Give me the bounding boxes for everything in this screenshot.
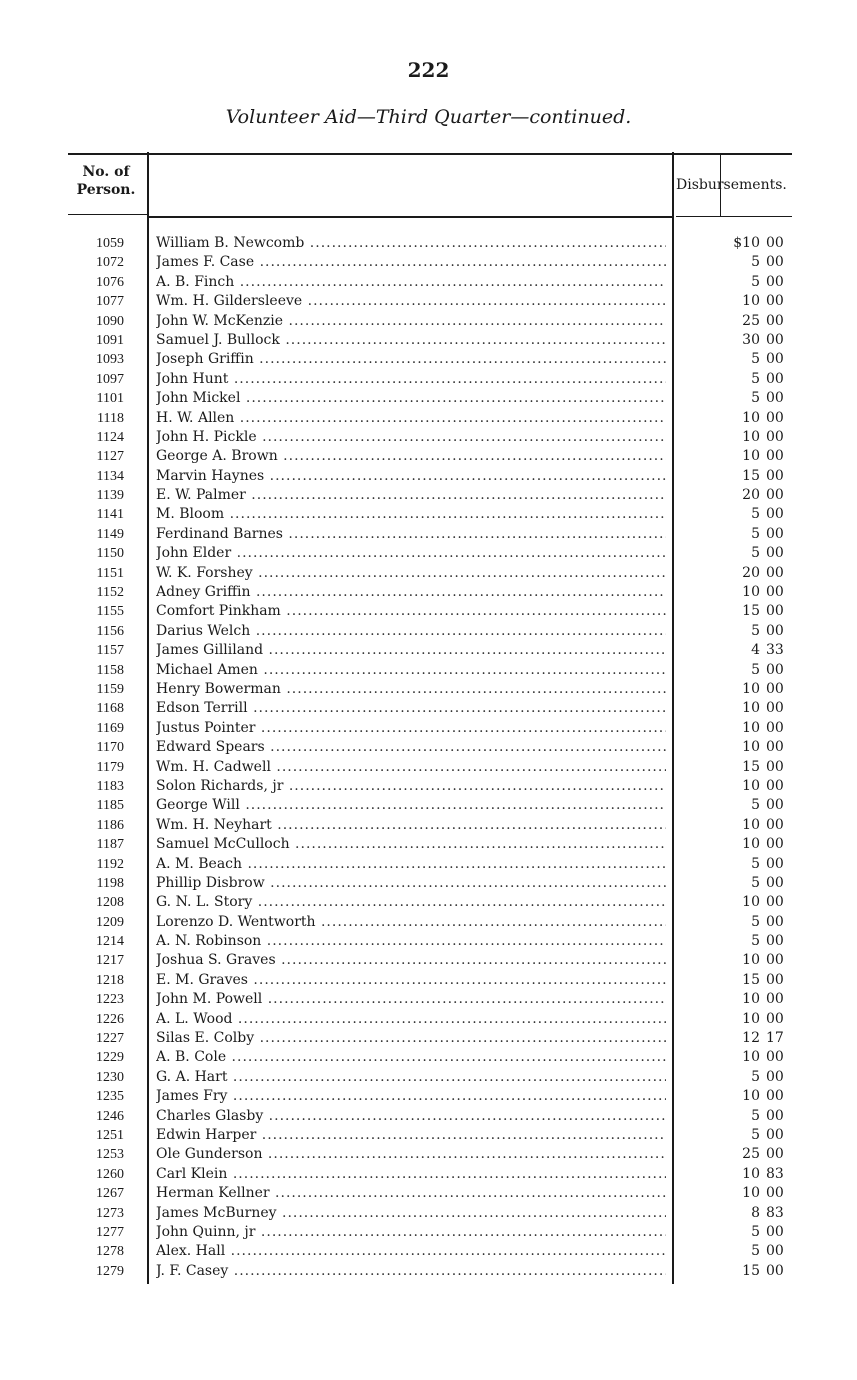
disbursement-dollars: 5	[751, 370, 760, 387]
person-number: 1278	[96, 1244, 124, 1260]
person-name: G. A. Hart .....	[156, 1068, 666, 1087]
person-name: G. N. L. Story .....	[156, 893, 666, 912]
table-row	[0, 544, 857, 563]
person-number: 1187	[96, 837, 124, 853]
person-number: 1118	[97, 410, 124, 426]
disbursement-cents: 00	[766, 1126, 784, 1143]
person-number: 1214	[96, 934, 124, 950]
disbursement-cents: 00	[766, 758, 784, 775]
person-name: Lorenzo D. Wentworth .....	[156, 913, 666, 932]
table-row	[0, 1068, 857, 1087]
disbursement-cents: 00	[766, 991, 784, 1008]
disbursement-dollars: 10	[742, 777, 760, 794]
table-row	[0, 641, 857, 660]
table-row	[0, 622, 857, 641]
table-row	[0, 816, 857, 835]
disbursement-dollars: 15	[742, 467, 760, 484]
disbursement-cents: 00	[766, 1068, 784, 1085]
page-title: Volunteer Aid—Third Quarter—continued.	[225, 106, 632, 128]
person-number: 1152	[96, 585, 124, 601]
table-row	[0, 428, 857, 447]
person-name: A. B. Finch .....	[156, 273, 666, 292]
disbursement-cents: 00	[766, 312, 784, 329]
person-name: Alex. Hall .....	[156, 1242, 666, 1261]
table-row	[0, 1223, 857, 1242]
table-row	[0, 292, 857, 311]
person-number: 1273	[96, 1205, 124, 1221]
person-name: Ole Gunderson .....	[156, 1145, 666, 1164]
table-row	[0, 234, 857, 253]
table-row	[0, 331, 857, 350]
table-row	[0, 253, 857, 272]
person-number: 1198	[96, 875, 124, 891]
person-name: Darius Welch .....	[156, 622, 666, 641]
disbursement-cents: 00	[766, 409, 784, 426]
person-number: 1279	[96, 1263, 124, 1279]
disbursement-dollars: 10	[742, 991, 760, 1008]
table-row	[0, 447, 857, 466]
person-name: Adney Griffin .....	[156, 583, 666, 602]
table-row	[0, 719, 857, 738]
disbursement-cents: 00	[766, 622, 784, 639]
table-row	[0, 913, 857, 932]
person-number: 1134	[96, 468, 124, 484]
header-bottom-rule-left	[68, 214, 148, 215]
disbursement-dollars: 20	[742, 564, 760, 581]
disbursement-dollars: 5	[751, 273, 760, 290]
table-row	[0, 1204, 857, 1223]
person-number: 1101	[96, 391, 124, 407]
person-name: Edson Terrill .....	[156, 699, 666, 718]
disbursement-cents: 17	[766, 1030, 784, 1047]
person-name: John Mickel .....	[156, 389, 666, 408]
disbursement-dollars: 5	[751, 1126, 760, 1143]
table-row	[0, 312, 857, 331]
disbursement-dollars: 10	[742, 1165, 760, 1182]
disbursement-dollars: 5	[751, 1223, 760, 1240]
table-row	[0, 1126, 857, 1145]
disbursement-cents: 00	[766, 293, 784, 310]
person-name: M. Bloom .....	[156, 505, 666, 524]
person-number: 1141	[96, 507, 124, 523]
person-number: 1251	[96, 1127, 124, 1143]
disbursement-dollars: 5	[751, 622, 760, 639]
table-row	[0, 1029, 857, 1048]
person-number: 1185	[96, 798, 124, 814]
disbursement-dollars: 5	[751, 933, 760, 950]
person-name: James McBurney .....	[156, 1204, 666, 1223]
person-number: 1229	[96, 1050, 124, 1066]
person-number: 1208	[96, 895, 124, 911]
disbursement-dollars: $10	[733, 235, 760, 251]
person-name: George Will .....	[156, 796, 666, 815]
table-row	[0, 699, 857, 718]
disbursement-dollars: 30	[742, 331, 760, 348]
disbursement-cents: 00	[766, 719, 784, 736]
table-row	[0, 758, 857, 777]
person-name: Wm. H. Gildersleeve .....	[156, 292, 666, 311]
person-number: 1059	[96, 236, 124, 251]
person-number: 1090	[96, 313, 124, 329]
disbursement-dollars: 10	[742, 1088, 760, 1105]
disbursement-dollars: 10	[742, 428, 760, 445]
disbursement-dollars: 5	[751, 525, 760, 542]
person-number: 1156	[96, 623, 124, 639]
disbursement-cents: 00	[766, 273, 784, 290]
table-row	[0, 990, 857, 1009]
person-name: A. B. Cole .....	[156, 1048, 666, 1067]
person-number: 1260	[96, 1166, 124, 1182]
table-row	[0, 796, 857, 815]
person-number: 1139	[96, 488, 124, 504]
disbursement-dollars: 25	[742, 1146, 760, 1163]
disbursement-cents: 00	[766, 1010, 784, 1027]
disbursement-cents: 00	[766, 525, 784, 542]
disbursement-cents: 00	[766, 1049, 784, 1066]
table-row	[0, 564, 857, 583]
person-name: A. L. Wood .....	[156, 1010, 666, 1029]
header-bottom-rule-right	[676, 216, 792, 217]
disbursement-cents: 00	[766, 1223, 784, 1240]
disbursement-dollars: 5	[751, 797, 760, 814]
person-name: Wm. H. Neyhart .....	[156, 816, 666, 835]
page-number: 222	[407, 58, 450, 82]
disbursement-dollars: 5	[751, 390, 760, 407]
disbursement-cents: 00	[766, 603, 784, 620]
disbursement-cents: 00	[766, 428, 784, 445]
person-number: 1072	[96, 255, 124, 271]
person-number: 1226	[96, 1011, 124, 1027]
person-name: E. M. Graves .....	[156, 971, 666, 990]
disbursement-dollars: 8	[751, 1204, 760, 1221]
disbursement-cents: 00	[766, 564, 784, 581]
person-name: H. W. Allen .....	[156, 409, 666, 428]
person-name: Justus Pointer .....	[156, 719, 666, 738]
disbursement-dollars: 5	[751, 913, 760, 930]
disbursement-cents: 83	[766, 1165, 784, 1182]
disbursement-cents: 00	[766, 351, 784, 368]
disbursement-cents: 00	[766, 331, 784, 348]
disbursement-cents: 00	[766, 836, 784, 853]
disbursement-dollars: 10	[742, 894, 760, 911]
table-row	[0, 1165, 857, 1184]
person-name: Ferdinand Barnes .....	[156, 525, 666, 544]
person-number: 1150	[96, 546, 124, 562]
person-number: 1170	[96, 740, 124, 756]
disbursement-cents: 00	[766, 1262, 784, 1279]
person-name: George A. Brown .....	[156, 447, 666, 466]
disbursement-dollars: 10	[742, 952, 760, 969]
table-row	[0, 777, 857, 796]
disbursement-dollars: 15	[742, 971, 760, 988]
person-number: 1246	[96, 1108, 124, 1124]
person-name: James F. Case .....	[156, 253, 666, 272]
table-row	[0, 1107, 857, 1126]
person-name: W. K. Forshey .....	[156, 564, 666, 583]
person-number: 1235	[96, 1089, 124, 1105]
person-number: 1097	[96, 371, 124, 387]
disbursement-dollars: 10	[742, 1010, 760, 1027]
table-row	[0, 370, 857, 389]
person-number: 1218	[96, 972, 124, 988]
disbursement-cents: 00	[766, 370, 784, 387]
table-body	[0, 234, 857, 1281]
disbursement-dollars: 5	[751, 855, 760, 872]
person-name: James Fry .....	[156, 1087, 666, 1106]
disbursement-dollars: 12	[742, 1030, 760, 1047]
table-row	[0, 602, 857, 621]
person-number: 1155	[96, 604, 124, 620]
person-name: Edwin Harper .....	[156, 1126, 666, 1145]
disbursement-cents: 00	[766, 1146, 784, 1163]
person-name: Wm. H. Cadwell .....	[156, 758, 666, 777]
person-name: Joshua S. Graves .....	[156, 951, 666, 970]
person-number: 1217	[96, 953, 124, 969]
disbursement-cents: 00	[766, 661, 784, 678]
disbursement-dollars: 10	[742, 293, 760, 310]
person-number: 1151	[96, 565, 124, 581]
table-row	[0, 486, 857, 505]
disbursement-dollars: 10	[742, 584, 760, 601]
person-number: 1077	[96, 294, 124, 310]
table-row	[0, 835, 857, 854]
disbursement-dollars: 5	[751, 874, 760, 891]
table-row	[0, 874, 857, 893]
disbursement-cents: 00	[766, 739, 784, 756]
disbursement-dollars: 10	[742, 700, 760, 717]
table-row	[0, 1145, 857, 1164]
header-no-line2: Person.	[76, 182, 136, 198]
person-name: Samuel J. Bullock .....	[156, 331, 666, 350]
person-number: 1169	[96, 720, 124, 736]
table-row	[0, 680, 857, 699]
disbursement-cents: 00	[766, 933, 784, 950]
table-row	[0, 1010, 857, 1029]
person-number: 1183	[96, 778, 124, 794]
disbursement-cents: 00	[766, 680, 784, 697]
disbursement-cents: 00	[766, 584, 784, 601]
person-number: 1168	[96, 701, 124, 717]
table-row	[0, 389, 857, 408]
person-name: William B. Newcomb .....	[156, 234, 666, 253]
table-row	[0, 1262, 857, 1281]
person-number: 1149	[96, 526, 124, 542]
disbursement-cents: 00	[766, 700, 784, 717]
table-row	[0, 467, 857, 486]
disbursement-cents: 00	[766, 235, 784, 251]
disbursement-dollars: 10	[742, 1185, 760, 1202]
disbursement-cents: 00	[766, 467, 784, 484]
person-name: John Quinn, jr .....	[156, 1223, 666, 1242]
person-number: 1076	[96, 274, 124, 290]
person-name: Marvin Haynes .....	[156, 467, 666, 486]
person-name: Carl Klein .....	[156, 1165, 666, 1184]
person-number: 1159	[96, 681, 124, 697]
person-number: 1158	[96, 662, 124, 678]
person-name: John H. Pickle .....	[156, 428, 666, 447]
table-row	[0, 951, 857, 970]
table-row	[0, 583, 857, 602]
disbursement-cents: 00	[766, 874, 784, 891]
person-number: 1186	[96, 817, 124, 833]
person-name: Silas E. Colby .....	[156, 1029, 666, 1048]
disbursement-dollars: 5	[751, 351, 760, 368]
table-row	[0, 661, 857, 680]
disbursement-dollars: 25	[742, 312, 760, 329]
person-number: 1277	[96, 1224, 124, 1240]
person-number: 1227	[96, 1031, 124, 1047]
disbursement-cents: 00	[766, 777, 784, 794]
header-no-of-person	[68, 163, 144, 199]
header-disbursements: Disbursements.	[676, 177, 787, 193]
person-number: 1124	[96, 429, 124, 445]
disbursement-cents: 33	[766, 642, 784, 659]
person-name: E. W. Palmer .....	[156, 486, 666, 505]
person-number: 1223	[96, 992, 124, 1008]
disbursement-dollars: 15	[742, 758, 760, 775]
person-number: 1091	[96, 332, 124, 348]
person-name: Herman Kellner .....	[156, 1184, 666, 1203]
disbursement-cents: 00	[766, 855, 784, 872]
person-name: John Elder .....	[156, 544, 666, 563]
disbursement-dollars: 5	[751, 506, 760, 523]
disbursement-cents: 00	[766, 1088, 784, 1105]
disbursement-dollars: 5	[751, 1107, 760, 1124]
disbursement-cents: 00	[766, 1185, 784, 1202]
person-name: Joseph Griffin .....	[156, 350, 666, 369]
disbursement-cents: 00	[766, 1107, 784, 1124]
table-row	[0, 273, 857, 292]
disbursement-cents: 00	[766, 797, 784, 814]
person-name: A. M. Beach .....	[156, 855, 666, 874]
person-name: John W. McKenzie .....	[156, 312, 666, 331]
disbursement-dollars: 4	[751, 642, 760, 659]
disbursement-dollars: 10	[742, 719, 760, 736]
table-row	[0, 971, 857, 990]
disbursement-cents: 00	[766, 952, 784, 969]
person-name: A. N. Robinson .....	[156, 932, 666, 951]
person-number: 1253	[96, 1147, 124, 1163]
disbursement-dollars: 5	[751, 661, 760, 678]
disbursement-cents: 83	[766, 1204, 784, 1221]
disbursement-dollars: 10	[742, 739, 760, 756]
person-name: James Gilliland .....	[156, 641, 666, 660]
disbursement-dollars: 10	[742, 680, 760, 697]
table-row	[0, 1087, 857, 1106]
person-number: 1093	[96, 352, 124, 368]
header-bottom-rule-middle	[148, 216, 672, 218]
disbursement-cents: 00	[766, 1243, 784, 1260]
table-row	[0, 738, 857, 757]
person-number: 1179	[96, 759, 124, 775]
disbursement-cents: 00	[766, 816, 784, 833]
person-name: Michael Amen .....	[156, 661, 666, 680]
table-row	[0, 1242, 857, 1261]
disbursement-cents: 00	[766, 971, 784, 988]
disbursement-dollars: 15	[742, 1262, 760, 1279]
person-name: John Hunt .....	[156, 370, 666, 389]
person-name: J. F. Casey .....	[156, 1262, 666, 1281]
disbursement-dollars: 5	[751, 254, 760, 271]
person-number: 1209	[96, 914, 124, 930]
disbursement-dollars: 15	[742, 603, 760, 620]
person-name: Henry Bowerman .....	[156, 680, 666, 699]
disbursement-dollars: 10	[742, 409, 760, 426]
person-number: 1267	[96, 1186, 124, 1202]
disbursement-dollars: 20	[742, 487, 760, 504]
table-row	[0, 525, 857, 544]
disbursement-cents: 00	[766, 894, 784, 911]
table-row	[0, 1184, 857, 1203]
person-name: Samuel McCulloch .....	[156, 835, 666, 854]
disbursement-cents: 00	[766, 448, 784, 465]
disbursement-cents: 00	[766, 506, 784, 523]
header-no-line1: No. of	[82, 164, 130, 180]
disbursement-dollars: 5	[751, 1243, 760, 1260]
disbursement-dollars: 10	[742, 816, 760, 833]
table-row	[0, 893, 857, 912]
person-name: Phillip Disbrow .....	[156, 874, 666, 893]
person-number: 1192	[96, 856, 124, 872]
person-name: Charles Glasby .....	[156, 1107, 666, 1126]
table-row	[0, 409, 857, 428]
disbursement-dollars: 5	[751, 1068, 760, 1085]
disbursement-dollars: 10	[742, 1049, 760, 1066]
table-row	[0, 932, 857, 951]
table-row	[0, 1048, 857, 1067]
person-name: Solon Richards, jr .....	[156, 777, 666, 796]
person-number: 1127	[96, 449, 124, 465]
person-number: 1230	[96, 1069, 124, 1085]
disbursement-cents: 00	[766, 913, 784, 930]
disbursement-dollars: 10	[742, 448, 760, 465]
person-number: 1157	[96, 643, 124, 659]
disbursement-cents: 00	[766, 390, 784, 407]
disbursement-cents: 00	[766, 254, 784, 271]
disbursement-dollars: 10	[742, 836, 760, 853]
table-row	[0, 855, 857, 874]
person-name: Edward Spears .....	[156, 738, 666, 757]
person-name: John M. Powell .....	[156, 990, 666, 1009]
person-name: Comfort Pinkham .....	[156, 602, 666, 621]
table-row	[0, 505, 857, 524]
table-row	[0, 350, 857, 369]
disbursement-cents: 00	[766, 487, 784, 504]
disbursement-dollars: 5	[751, 545, 760, 562]
table-top-rule	[68, 153, 792, 155]
disbursement-cents: 00	[766, 545, 784, 562]
